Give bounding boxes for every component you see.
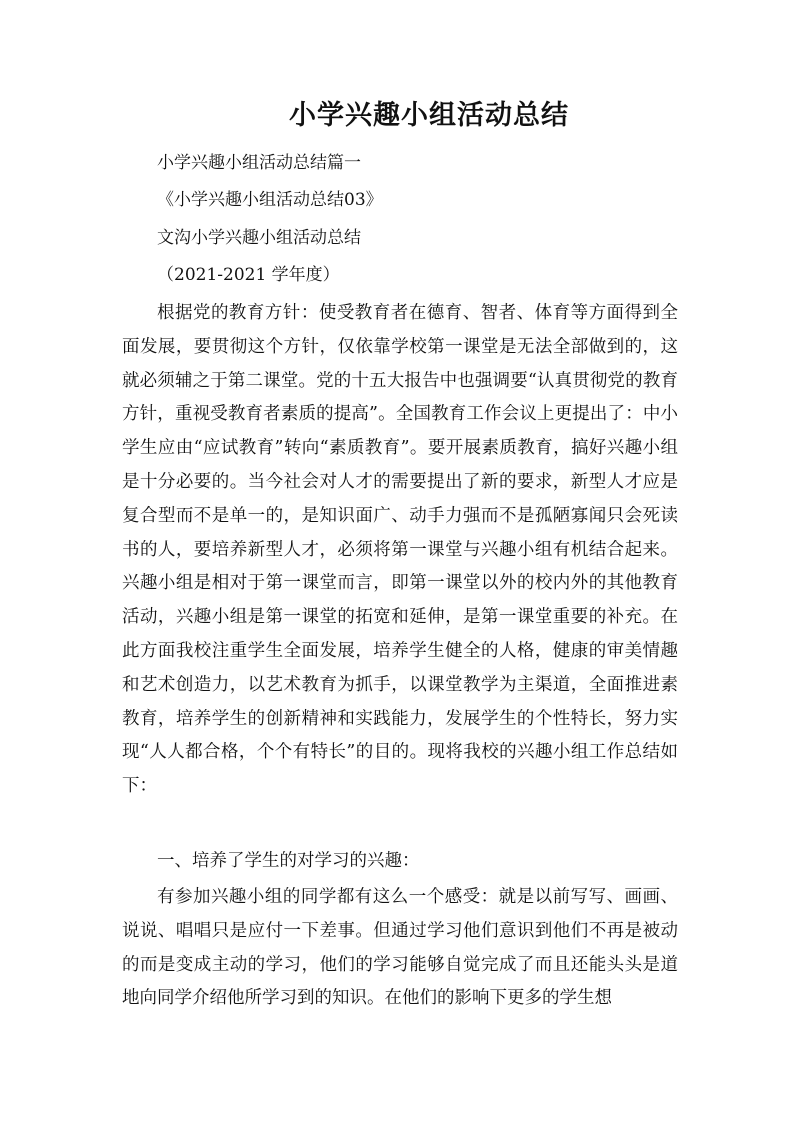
- document-source-title: 《小学兴趣小组活动总结03》: [157, 190, 383, 210]
- introduction-paragraph: 根据党的教育方针：使受教育者在德育、智者、体育等方面得到全面发展，要贯彻这个方针，仅依靠学校第一课堂是无法全部做到的，这就必须辅之于第二课堂。党的十五大报告中也强调要“认真贯彻党的教育方针，重视受教育者素质的提高”。全国教育工作会议上更提出了：中小学生应由“应试教育”转向“素质教育”。要开展素质教育，搞好兴趣小组是十分必要的。当今社会对人才的需要提出了新的要求，新型人才应是复合型而不是单一的，是知识面广、动手力强而不是孤陋寡闻只会死读书的人，要培养新型人才，必须将第一课堂与兴趣小组有机结合起来。兴趣小组是相对于第一课堂而言，即第一课堂以外的校内外的其他教育活动，兴趣小组是第一课堂的拓宽和延伸，是第一课堂重要的补充。在此方面我校注重学生全面发展，培养学生健全的人格，健康的审美情趣和艺术创造力，以艺术教育为抓手，以课堂教学为主渠道，全面推进素教育，培养学生的创新精神和实践能力，发展学生的个性特长，努力实现“人人都合格，个个有特长”的目的。现将我校的兴趣小组工作总结如下：: [122, 303, 678, 797]
- document-school-year: （2021-2021 学年度）: [157, 265, 340, 285]
- section-heading: 一、培养了学生的对学习的兴趣：: [157, 851, 420, 871]
- document-title: 小学兴趣小组活动总结: [289, 100, 569, 131]
- document-school-heading: 文沟小学兴趣小组活动总结: [157, 228, 361, 248]
- document-subtitle: 小学兴趣小组活动总结篇一: [157, 153, 361, 173]
- section-paragraph: 有参加兴趣小组的同学都有这么一个感受：就是以前写写、画画、说说、唱唱只是应付一下差事。但通过学习他们意识到他们不再是被动的而是变成主动的学习，他们的学习能够自觉完成了而且还能头头是道地向同学介绍他所学习到的知识。在他们的影响下更多的学生想: [122, 887, 678, 1009]
